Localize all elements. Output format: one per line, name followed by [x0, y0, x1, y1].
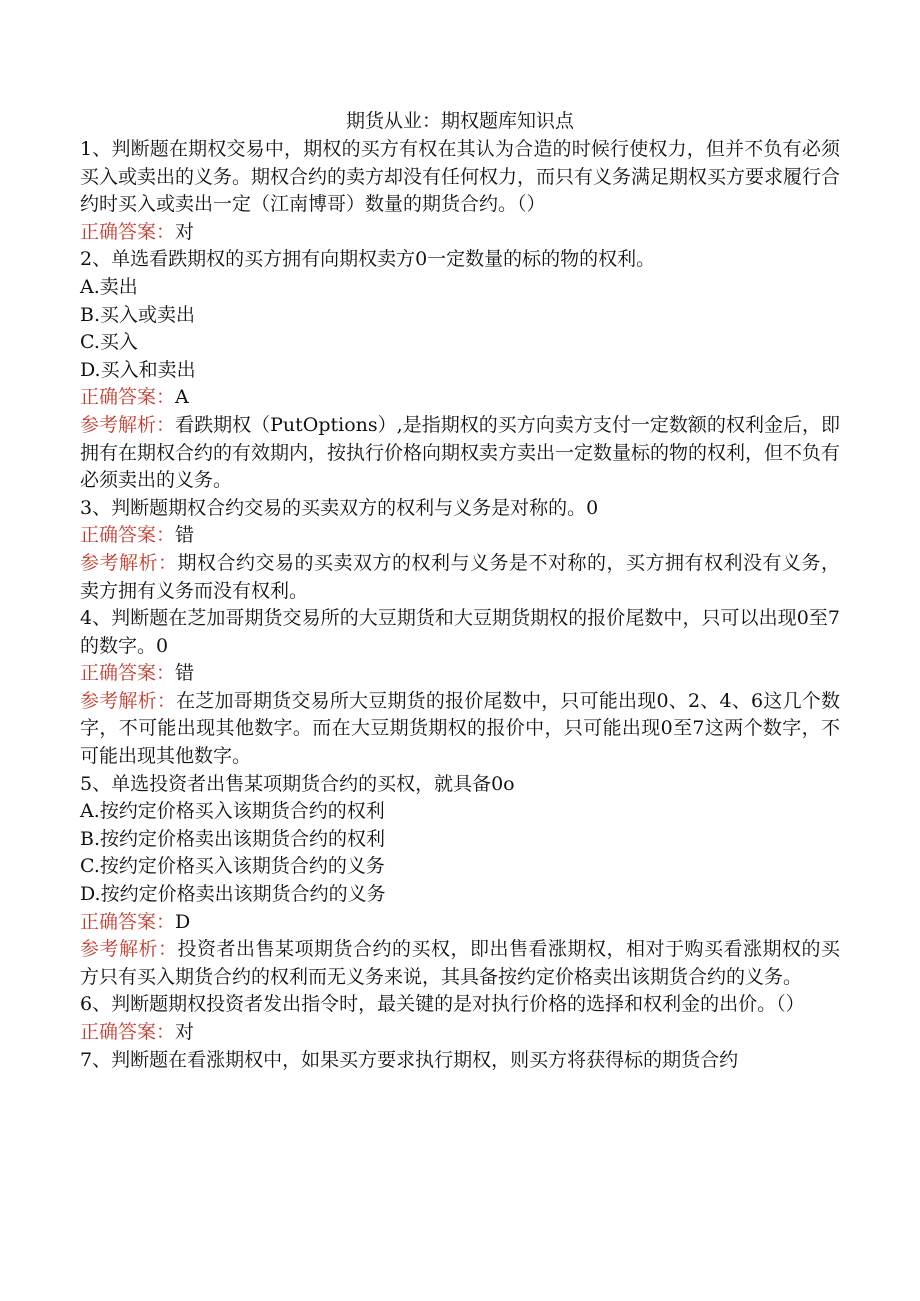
answer-label: 正确答案：	[80, 386, 176, 409]
question-2-option-c: C.买入	[80, 331, 138, 354]
question-3-analysis	[80, 550, 840, 605]
answer-value: A	[175, 386, 189, 409]
answer-label: 正确答案：	[80, 220, 176, 243]
answer-label: 正确答案：	[80, 524, 176, 547]
question-3-answer	[80, 522, 840, 550]
answer-value: D	[175, 910, 191, 933]
question-5-text: 5、单选投资者出售某项期货合约的买权，就具备0o	[80, 772, 515, 795]
question-5-option-c: C.按约定价格买入该期货合约的义务	[80, 855, 385, 878]
analysis-text: 看跌期权（PutOptions）,是指期权的买方向卖方支付一定数额的权利金后，即拥有在期权合约的有效期内，按执行价格向期权卖方卖出一定数量标的物的权利，但不负有必须卖出的义务。	[80, 413, 841, 492]
question-4-text: 4、判断题在芝加哥期货交易所的大豆期货和大豆期货期权的报价尾数中，只可以出现0至7的数字。0	[80, 607, 840, 657]
question-6-answer	[80, 1019, 840, 1047]
document-body	[80, 106, 840, 1074]
question-2-option-a: A.卖出	[80, 275, 138, 298]
question-2-analysis	[80, 412, 840, 495]
analysis-text: 投资者出售某项期货合约的买权，即出售看涨期权，相对于购买看涨期权的买方只有买入期货合约的权利而无义务来说，其具备按约定价格卖出该期货合约的义务。	[80, 938, 840, 988]
analysis-text: 在芝加哥期货交易所大豆期货的报价尾数中，只可能出现0、2、4、6这几个数字，不可能出现其他数字。而在大豆期货期权的报价中，只可能出现0至7这两个数字，不可能出现其他数字。	[80, 689, 840, 768]
question-2-text: 2、单选看跌期权的买方拥有向期权卖方0一定数量的标的物的权利。	[80, 248, 656, 271]
question-1-answer	[80, 219, 840, 247]
question-6-text: 6、判断题期权投资者发出指令时，最关键的是对执行价格的选择和权利金的出价。（）	[80, 993, 805, 1016]
answer-value: 对	[175, 1021, 195, 1043]
answer-value: 对	[175, 220, 195, 243]
answer-value: 错	[175, 524, 195, 547]
question-5-option-b: B.按约定价格卖出该期货合约的权利	[80, 827, 386, 850]
question-2-option-b: B.买入或卖出	[80, 303, 196, 326]
analysis-label: 参考解析：	[80, 689, 177, 712]
question-4-analysis	[80, 688, 840, 771]
analysis-text: 期权合约交易的买卖双方的权利与义务是不对称的，买方拥有权利没有义务，卖方拥有义务而没有权利。	[80, 551, 840, 602]
question-3-text: 3、判断题期权合约交易的买卖双方的权利与义务是对称的。0	[80, 496, 599, 519]
answer-label: 正确答案：	[80, 662, 176, 685]
question-5-option-d: D.按约定价格卖出该期货合约的义务	[80, 883, 386, 906]
question-4-answer	[80, 660, 840, 688]
analysis-label: 参考解析：	[80, 413, 176, 436]
analysis-label: 参考解析：	[80, 551, 178, 574]
answer-label: 正确答案：	[80, 1021, 176, 1043]
question-1-text: 1、判断题在期权交易中，期权的买方有权在其认为合造的时候行使权力，但并不负有必须买入或卖出的义务。期权合约的卖方却没有任何权力，而只有义务满足期权买方要求履行合约时买入或卖出一定（江南博哥）数量的期货合约。（）	[80, 138, 841, 216]
question-7-text: 7、判断题在看涨期权中，如果买方要求执行期权，则买方将获得标的期货合约	[80, 1048, 739, 1071]
question-5-answer	[80, 909, 840, 937]
page-title: 期货从业：期权题库知识点	[345, 110, 574, 132]
question-5-option-a: A.按约定价格买入该期货合约的权利	[80, 800, 385, 823]
question-2-answer	[80, 384, 840, 412]
question-2-option-d: D.买入和卖出	[80, 358, 196, 381]
question-5-analysis	[80, 936, 840, 991]
answer-value: 错	[175, 662, 195, 685]
analysis-label: 参考解析：	[80, 938, 178, 961]
answer-label: 正确答案：	[80, 910, 176, 933]
